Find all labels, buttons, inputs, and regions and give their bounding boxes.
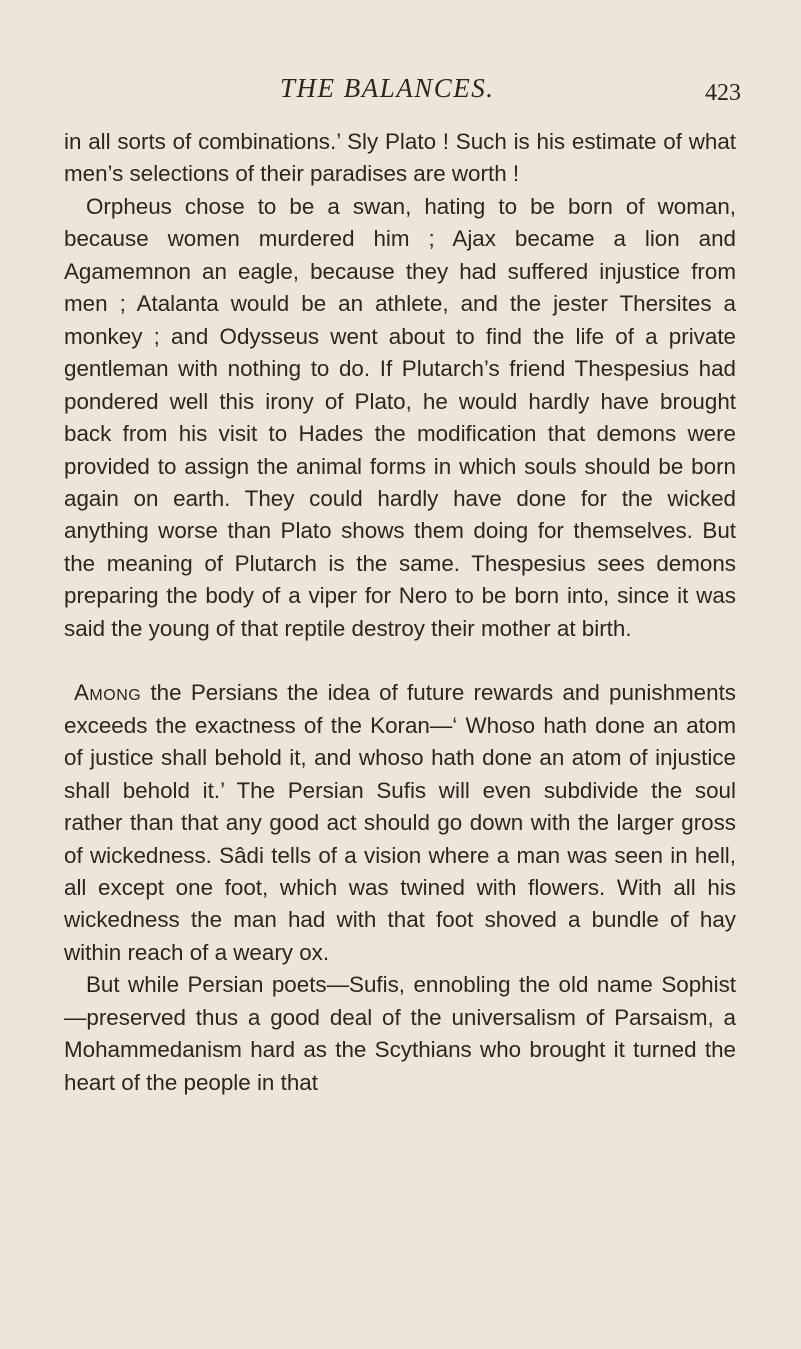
page-number: 423 — [705, 80, 741, 106]
paragraph-3-lead: Among — [74, 680, 142, 706]
running-head: THE BALANCES. — [280, 73, 495, 103]
paragraph-1: in all sorts of combinations.’ Sly Plato ! Such is his estimate of what men’s selections of their paradises are worth ! — [64, 129, 736, 187]
paragraph-3 — [64, 677, 736, 969]
body-text — [64, 126, 736, 1099]
paragraph-2: Orpheus chose to be a swan, hating to be born of woman, because women murdered him ; Ajax became a lion and Agamemnon an eagle, because they had suffered injustice from men ; Atalanta would be an athlete, and the jester Thersites a monkey ; and Odysseus went about to find the life of a private gentleman with nothing to do. If Plutarch’s friend Thespesius had pondered well this irony of Plato, he would hardly have brought back from his visit to Hades the modification that demons were provided to assign the animal forms in which souls should be born again on earth. They could hardly have done for the wicked anything worse than Plato shows them doing for themselves. But the meaning of Plutarch is the same. Thespesius sees demons preparing the body of a viper for Nero to be born into, since it was said the young of that reptile destroy their mother at birth. — [64, 193, 736, 641]
paragraph-3-text: the Persians the idea of future rewards and punishments exceeds the exactness of the Koran—‘ Whoso hath done an atom of justice shall behold it, and whoso hath done an atom of injustice shall behold it.’ The Persian Sufis will even subdivide the soul rather than that any good act should go down with the larger gross of wickedness. Sâdi tells of a vision where a man was seen in hell, all except one foot, which was twined with flowers. With all his wickedness the man had with that foot shoved a bundle of hay within reach of a weary ox. — [64, 680, 736, 965]
paragraph-4: But while Persian poets—Sufis, ennobling the old name Sophist—preserved thus a good deal of the universalism of Parsaism, a Mohammedanism hard as the Scythians who brought it turned the heart of the people in that — [64, 972, 736, 1095]
